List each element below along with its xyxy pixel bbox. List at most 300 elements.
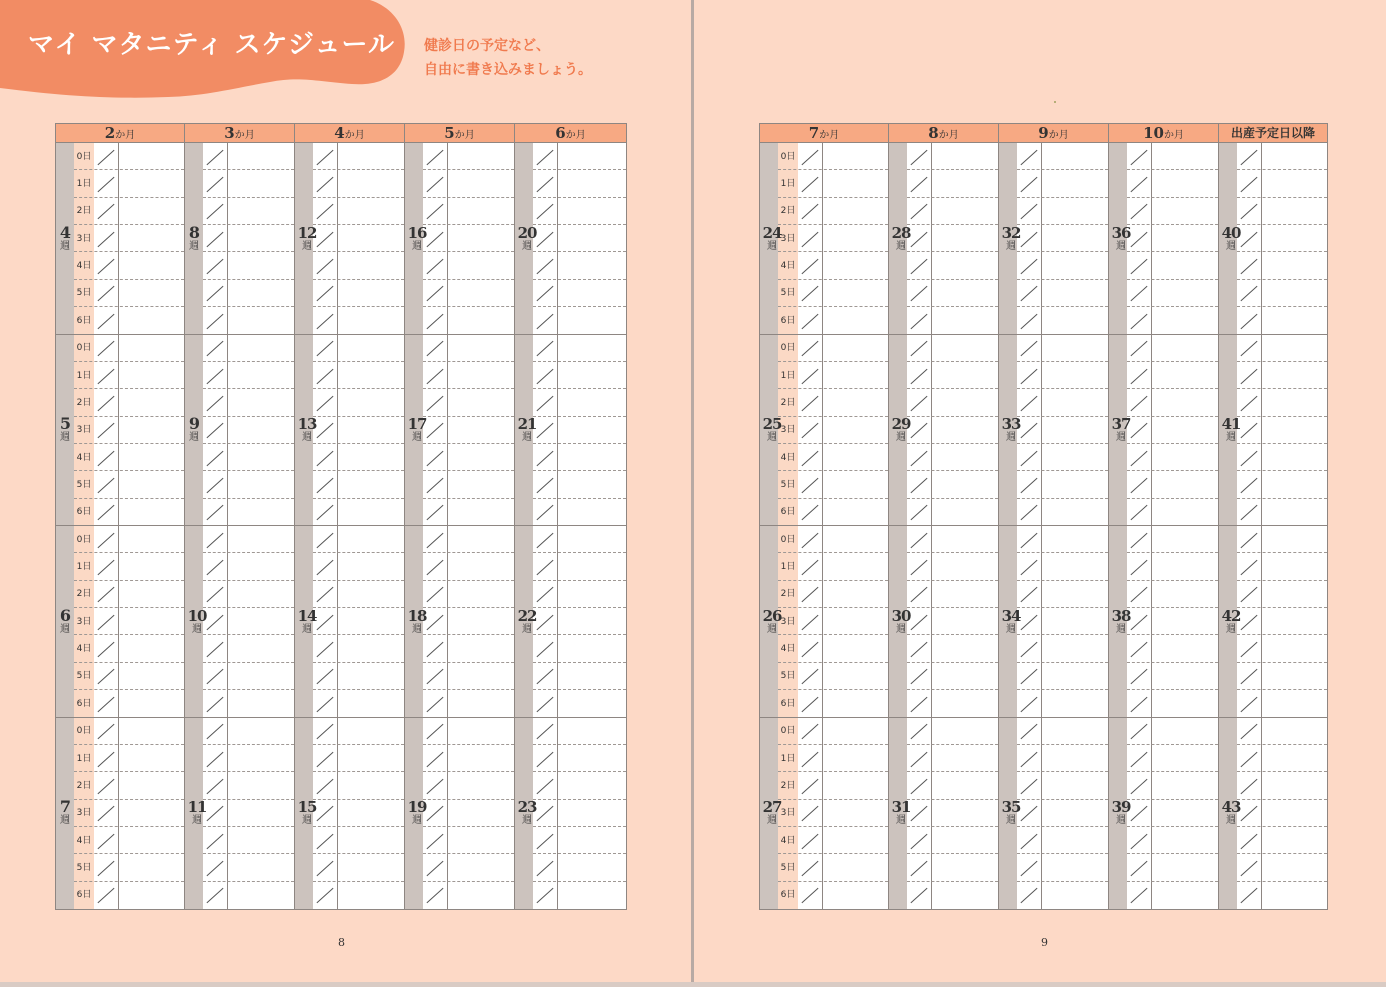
week-block: [405, 335, 514, 527]
day-row: [1017, 608, 1108, 635]
week-block: [999, 718, 1108, 910]
day-row: [423, 499, 514, 526]
month-number: 2: [104, 124, 116, 142]
week-number: 8: [188, 222, 200, 242]
day-row: [1017, 198, 1108, 225]
day-row: [313, 471, 404, 498]
month-unit: か月: [938, 130, 959, 141]
day-row: [533, 225, 626, 252]
week-block: [56, 335, 184, 527]
month-column: [889, 143, 999, 909]
week-label: [514, 799, 540, 826]
day-row: [313, 854, 404, 881]
month-unit: か月: [1163, 130, 1184, 141]
day-label: 4日: [76, 835, 92, 846]
day-row: [533, 827, 626, 854]
week-block: [185, 718, 294, 910]
week-number: 22: [517, 606, 537, 625]
day-row: [1127, 307, 1218, 334]
week-unit: 週: [302, 623, 312, 635]
day-row: [313, 335, 404, 362]
week-number: 4: [59, 222, 71, 242]
week-label: [56, 605, 74, 635]
week-number: 27: [762, 798, 782, 817]
day-row: [313, 170, 404, 197]
day-row: [533, 307, 626, 334]
day-row: [1237, 800, 1327, 827]
week-unit: 週: [522, 432, 532, 444]
day-row: [423, 225, 514, 252]
week-unit: 週: [192, 815, 202, 827]
day-row: [1017, 252, 1108, 279]
day-label: 0日: [780, 534, 796, 545]
week-number: 26: [762, 606, 782, 625]
week-block: [515, 335, 626, 527]
day-label: 0日: [780, 343, 796, 354]
month-unit: か月: [565, 130, 586, 141]
day-label: 5日: [76, 479, 92, 490]
week-block: [295, 335, 404, 527]
day-row: [907, 663, 998, 690]
day-row: [423, 389, 514, 416]
day-row: [423, 663, 514, 690]
day-row: [313, 198, 404, 225]
week-block: [889, 718, 998, 910]
day-row: [313, 772, 404, 799]
week-block: [1109, 143, 1218, 335]
day-row: [313, 499, 404, 526]
day-row: [313, 417, 404, 444]
week-label: [888, 608, 914, 635]
week-label: [404, 416, 430, 443]
week-unit: 週: [60, 240, 70, 252]
week-label: [1108, 799, 1134, 826]
day-row: [533, 745, 626, 772]
week-number: 34: [1001, 606, 1021, 625]
week-label: [185, 222, 203, 252]
day-row: [1017, 499, 1108, 526]
right-page: [694, 0, 1386, 982]
day-row: [203, 800, 294, 827]
day-row: [423, 772, 514, 799]
day-row: [1127, 225, 1218, 252]
day-row: [313, 882, 404, 909]
day-label: 3日: [76, 425, 92, 436]
month-column: [295, 143, 405, 909]
week-block: [1219, 335, 1327, 527]
day-label: 4日: [76, 452, 92, 463]
week-block: [185, 335, 294, 527]
week-label: [56, 416, 74, 443]
week-block: [405, 526, 514, 718]
week-block: [760, 335, 888, 527]
day-row: [313, 389, 404, 416]
day-row: [423, 252, 514, 279]
page-subtitle: [424, 34, 592, 82]
day-label: 6日: [780, 507, 796, 518]
day-row: [203, 690, 294, 717]
week-block: [999, 526, 1108, 718]
day-row: [907, 499, 998, 526]
week-label: [404, 225, 430, 252]
month-number: 3: [224, 124, 235, 142]
day-label: 6日: [76, 890, 92, 901]
day-row: [533, 608, 626, 635]
day-row: [533, 581, 626, 608]
day-label: 4日: [76, 644, 92, 655]
day-label: 4日: [780, 452, 796, 463]
day-row: [1127, 471, 1218, 498]
week-number: 12: [297, 223, 317, 242]
week-unit: 週: [1006, 432, 1016, 444]
week-unit: 週: [412, 623, 422, 635]
day-row: [1017, 417, 1108, 444]
day-label: 2日: [76, 780, 92, 791]
day-row: [533, 772, 626, 799]
day-row: [203, 252, 294, 279]
week-block: [405, 143, 514, 335]
day-label: 3日: [76, 616, 92, 627]
week-block: [1109, 335, 1218, 527]
week-unit: 週: [896, 623, 906, 635]
week-unit: 週: [1226, 623, 1236, 635]
day-row: [1017, 690, 1108, 717]
day-row: [423, 718, 514, 745]
week-number: 9: [188, 414, 200, 434]
day-row: [533, 471, 626, 498]
day-row: [1017, 772, 1108, 799]
week-number: 36: [1111, 223, 1131, 242]
day-label: 1日: [780, 370, 796, 381]
week-label: [998, 608, 1024, 635]
day-label: 1日: [76, 562, 92, 573]
week-number: 20: [517, 223, 537, 242]
day-label: 2日: [780, 397, 796, 408]
week-label: [998, 225, 1024, 252]
month-unit: か月: [819, 130, 840, 141]
day-row: [1017, 553, 1108, 580]
day-row: [1237, 718, 1327, 745]
day-row: [423, 170, 514, 197]
week-number: 7: [59, 797, 71, 817]
week-block: [760, 526, 888, 718]
day-row: [1127, 854, 1218, 881]
day-row: [203, 553, 294, 580]
week-unit: 週: [1226, 815, 1236, 827]
week-label: [888, 225, 914, 252]
day-row: [907, 198, 998, 225]
week-block: [889, 335, 998, 527]
day-row: [533, 444, 626, 471]
day-label: 1日: [76, 370, 92, 381]
month-column: [760, 143, 889, 909]
day-row: [1237, 170, 1327, 197]
week-label: [759, 416, 785, 443]
header-month-8: [889, 124, 999, 143]
week-number: 40: [1221, 223, 1241, 242]
day-row: [1127, 553, 1218, 580]
day-row: [907, 280, 998, 307]
month-column: [515, 143, 626, 909]
day-row: [1017, 280, 1108, 307]
day-row: [533, 389, 626, 416]
day-row: [533, 663, 626, 690]
header-after-due-date: 出産予定日以降: [1219, 124, 1327, 143]
week-number: 6: [59, 605, 71, 625]
day-row: [1237, 581, 1327, 608]
week-unit: 週: [767, 432, 777, 444]
week-unit: 週: [60, 815, 70, 827]
day-row: [1017, 225, 1108, 252]
day-row: [1237, 198, 1327, 225]
day-label: 4日: [76, 261, 92, 272]
subtitle-line-1: 健診日の予定など、: [424, 38, 550, 54]
week-label: [514, 608, 540, 635]
week-unit: 週: [302, 240, 312, 252]
month-column: [1109, 143, 1219, 909]
day-row: [423, 335, 514, 362]
day-row: [203, 417, 294, 444]
week-label: [56, 799, 74, 826]
day-row: [423, 800, 514, 827]
week-label: [759, 799, 785, 826]
schedule-grid-left: [55, 123, 627, 910]
day-row: [423, 635, 514, 662]
week-unit: 週: [767, 815, 777, 827]
week-unit: 週: [896, 240, 906, 252]
week-unit: 週: [1116, 623, 1126, 635]
week-number: 42: [1221, 606, 1241, 625]
week-label: [1108, 608, 1134, 635]
day-label: 1日: [780, 562, 796, 573]
week-block: [56, 526, 184, 718]
day-row: [907, 225, 998, 252]
day-row: [1017, 882, 1108, 909]
day-row: [1237, 663, 1327, 690]
day-row: [1127, 499, 1218, 526]
day-label: 5日: [780, 288, 796, 299]
day-row: [533, 280, 626, 307]
day-row: [907, 854, 998, 881]
day-row: [1127, 389, 1218, 416]
day-row: [313, 252, 404, 279]
week-label: [56, 222, 74, 252]
day-row: [1017, 663, 1108, 690]
day-label: 2日: [780, 589, 796, 600]
week-block: [295, 718, 404, 910]
week-unit: 週: [302, 432, 312, 444]
week-label: [404, 608, 430, 635]
day-label: 3日: [780, 808, 796, 819]
week-label: [1218, 799, 1244, 826]
day-label: 6日: [780, 890, 796, 901]
day-label: 0日: [780, 151, 796, 162]
week-number: 31: [891, 798, 911, 817]
day-row: [1017, 635, 1108, 662]
week-number: 10: [187, 606, 207, 625]
week-unit: 週: [302, 815, 312, 827]
day-row: [533, 362, 626, 389]
day-label: 2日: [76, 589, 92, 600]
page-number-left: 8: [338, 936, 345, 949]
week-number: 16: [407, 223, 427, 242]
week-number: 25: [762, 415, 782, 434]
week-block: [56, 143, 184, 335]
day-row: [1127, 581, 1218, 608]
day-row: [907, 635, 998, 662]
week-unit: 週: [412, 432, 422, 444]
week-unit: 週: [767, 623, 777, 635]
week-number: 41: [1221, 415, 1241, 434]
month-number: 9: [1038, 124, 1049, 142]
week-block: [1219, 526, 1327, 718]
week-label: [184, 608, 210, 635]
week-number: 15: [297, 798, 317, 817]
week-block: [56, 718, 184, 910]
day-row: [203, 389, 294, 416]
day-row: [203, 581, 294, 608]
week-number: 37: [1111, 415, 1131, 434]
week-unit: 週: [522, 240, 532, 252]
day-row: [1017, 471, 1108, 498]
month-number: 8: [928, 124, 939, 142]
week-number: 24: [762, 223, 782, 242]
header-month-4: [295, 124, 405, 143]
day-row: [1237, 854, 1327, 881]
day-label: 0日: [76, 534, 92, 545]
week-unit: 週: [60, 432, 70, 444]
day-row: [1017, 854, 1108, 881]
day-row: [1237, 417, 1327, 444]
day-row: [1237, 772, 1327, 799]
day-row: [533, 170, 626, 197]
day-row: [1127, 635, 1218, 662]
week-unit: 週: [896, 432, 906, 444]
week-unit: 週: [192, 623, 202, 635]
week-number: 5: [59, 414, 71, 434]
week-number: 13: [297, 415, 317, 434]
day-label: 3日: [780, 425, 796, 436]
day-row: [907, 307, 998, 334]
week-number: 14: [297, 606, 317, 625]
week-number: 35: [1001, 798, 1021, 817]
week-label: [184, 799, 210, 826]
day-row: [203, 335, 294, 362]
day-row: [1017, 389, 1108, 416]
day-row: [423, 417, 514, 444]
day-row: [423, 280, 514, 307]
day-row: [1237, 499, 1327, 526]
day-row: [203, 225, 294, 252]
week-label: [294, 416, 320, 443]
day-label: 5日: [76, 862, 92, 873]
day-row: [1237, 389, 1327, 416]
week-unit: 週: [1116, 240, 1126, 252]
week-block: [515, 143, 626, 335]
week-block: [1219, 143, 1327, 335]
day-row: [533, 882, 626, 909]
day-label: 1日: [780, 753, 796, 764]
day-row: [907, 471, 998, 498]
day-row: [1017, 307, 1108, 334]
week-label: [514, 416, 540, 443]
day-row: [1017, 581, 1108, 608]
day-row: [313, 663, 404, 690]
day-row: [1127, 800, 1218, 827]
header-month-2: [56, 124, 185, 143]
week-number: 30: [891, 606, 911, 625]
speck: [1054, 101, 1056, 103]
day-row: [1127, 663, 1218, 690]
week-number: 11: [187, 798, 207, 817]
day-row: [1127, 718, 1218, 745]
day-row: [1127, 417, 1218, 444]
day-row: [313, 800, 404, 827]
week-block: [760, 143, 888, 335]
week-block: [295, 526, 404, 718]
day-label: 4日: [780, 644, 796, 655]
day-row: [203, 499, 294, 526]
day-row: [1237, 635, 1327, 662]
day-row: [907, 772, 998, 799]
week-block: [405, 718, 514, 910]
day-label: 6日: [76, 315, 92, 326]
day-row: [533, 335, 626, 362]
day-row: [907, 581, 998, 608]
day-row: [423, 854, 514, 881]
header-month-3: [185, 124, 295, 143]
week-unit: 週: [412, 815, 422, 827]
day-label: 3日: [780, 233, 796, 244]
day-row: [203, 198, 294, 225]
week-block: [1109, 526, 1218, 718]
day-row: [203, 854, 294, 881]
week-block: [515, 718, 626, 910]
week-block: [889, 143, 998, 335]
week-number: 29: [891, 415, 911, 434]
week-label: [759, 608, 785, 635]
day-row: [1127, 170, 1218, 197]
day-row: [1237, 471, 1327, 498]
day-row: [423, 198, 514, 225]
day-row: [203, 718, 294, 745]
left-page: [0, 0, 691, 982]
week-unit: 週: [767, 240, 777, 252]
day-row: [1127, 335, 1218, 362]
day-row: [907, 252, 998, 279]
day-row: [423, 471, 514, 498]
week-number: 33: [1001, 415, 1021, 434]
day-row: [533, 252, 626, 279]
day-label: 1日: [76, 179, 92, 190]
week-unit: 週: [60, 623, 70, 635]
day-row: [313, 553, 404, 580]
header-month-5: [405, 124, 515, 143]
week-block: [999, 335, 1108, 527]
week-label: [185, 416, 203, 443]
day-row: [1127, 280, 1218, 307]
day-row: [907, 718, 998, 745]
week-unit: 週: [1006, 623, 1016, 635]
day-row: [423, 882, 514, 909]
week-unit: 週: [1006, 240, 1016, 252]
day-row: [533, 800, 626, 827]
schedule-grid-right: [759, 123, 1328, 910]
week-label: [294, 608, 320, 635]
week-number: 38: [1111, 606, 1131, 625]
day-row: [1237, 553, 1327, 580]
week-number: 18: [407, 606, 427, 625]
